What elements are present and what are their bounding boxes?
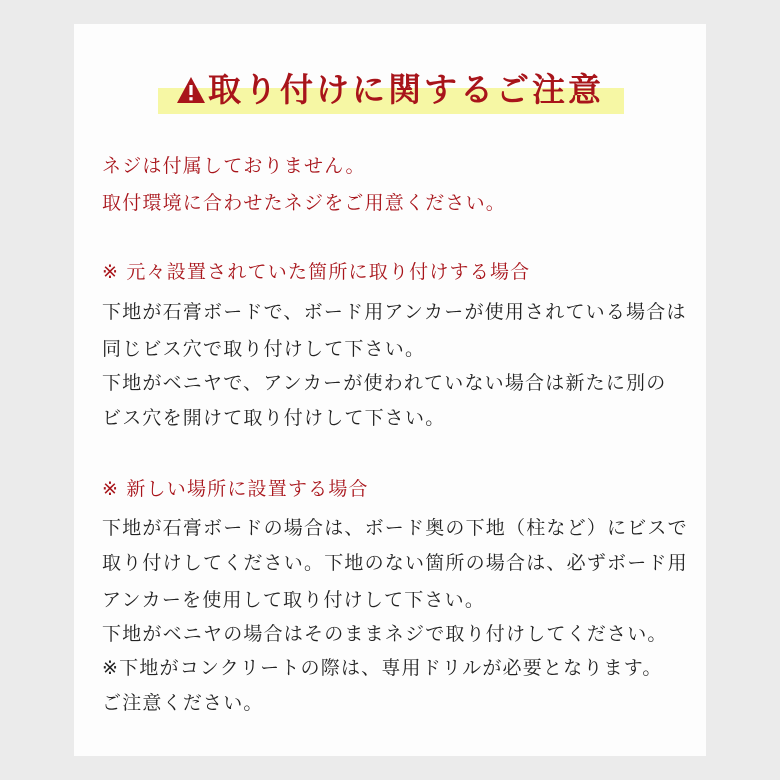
- warning-triangle-icon: [176, 71, 206, 115]
- section-line: 下地が石膏ボードの場合は、ボード奥の下地（柱など）にビスで: [102, 517, 688, 539]
- title-text: 取り付けに関するご注意: [208, 70, 604, 109]
- intro-line: ネジは付属しておりません。: [102, 155, 366, 177]
- section-line: 同じビス穴で取り付けして下さい。: [102, 338, 426, 360]
- section-line: 下地が石膏ボードで、ボード用アンカーが使用されている場合は: [102, 301, 687, 323]
- section-heading-existing: ※ 元々設置されていた箇所に取り付けする場合: [102, 261, 531, 283]
- section-line: ご注意ください。: [102, 692, 264, 714]
- section-heading-new: ※ 新しい場所に設置する場合: [102, 478, 369, 500]
- title-block: [0, 62, 780, 122]
- section-line: 下地がベニヤの場合はそのままネジで取り付けしてください。: [102, 623, 668, 645]
- section-line: ビス穴を開けて取り付けして下さい。: [102, 407, 446, 429]
- section-line: ※下地がコンクリートの際は、専用ドリルが必要となります。: [102, 657, 663, 679]
- section-line: 下地がベニヤで、アンカーが使われていない場合は新たに別の: [102, 372, 667, 394]
- section-line: アンカーを使用して取り付けして下さい。: [102, 589, 486, 611]
- intro-line: 取付環境に合わせたネジをご用意ください。: [102, 192, 507, 214]
- section-line: 取り付けしてください。下地のない箇所の場合は、必ずボード用: [102, 552, 688, 574]
- page-title: [0, 68, 780, 115]
